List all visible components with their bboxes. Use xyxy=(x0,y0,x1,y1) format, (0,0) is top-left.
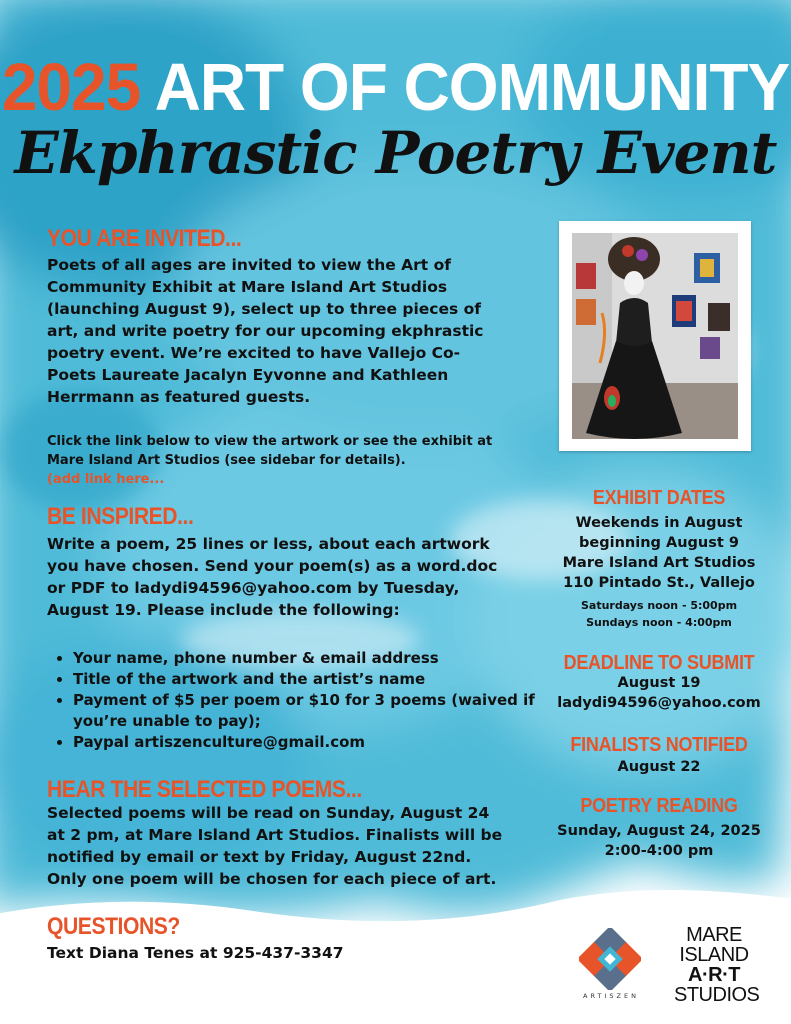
inspired-line: Write a poem, 25 lines or less, about each artwork xyxy=(47,535,490,553)
exhibit-line: beginning August 9 xyxy=(579,535,739,551)
submission-requirements-list xyxy=(47,648,553,753)
logo-line: A·R·T xyxy=(688,964,740,986)
logo-line: ISLAND xyxy=(679,944,749,966)
hear-line: Only one poem will be chosen for each piece of art. xyxy=(47,870,497,888)
list-item: • Your name, phone number & email address xyxy=(73,648,553,669)
list-item: • Paypal artiszenculture@gmail.com xyxy=(73,732,553,753)
title-year: 2025 xyxy=(1,49,141,125)
finalists-heading: FINALISTS NOTIFIED xyxy=(570,734,748,756)
invited-line: Community Exhibit at Mare Island Art Studios xyxy=(47,278,448,296)
finalists-date: August 22 xyxy=(617,759,701,775)
exhibit-line: Weekends in August xyxy=(575,515,743,531)
list-item: • Title of the artwork and the artist’s name xyxy=(73,669,553,690)
hear-line: at 2 pm, at Mare Island Art Studios. Finalists will be xyxy=(47,826,503,844)
exhibit-dates-heading: EXHIBIT DATES xyxy=(592,487,726,509)
hours-line: Saturdays noon - 5:00pm xyxy=(580,599,738,612)
hear-line: notified by email or text by Friday, August 22nd. xyxy=(47,848,472,866)
artwork-link[interactable]: (add link here... xyxy=(47,472,165,487)
exhibit-line: Mare Island Art Studios xyxy=(562,555,756,571)
invited-line: art, and write poetry for our upcoming ekphrastic xyxy=(47,322,484,340)
hear-line: Selected poems will be read on Sunday, August 24 xyxy=(47,804,490,822)
event-subtitle: Ekphrastic Poetry Event xyxy=(14,119,777,187)
reading-line: 2:00-4:00 pm xyxy=(604,843,714,859)
hours-line: Sundays noon - 4:00pm xyxy=(586,616,732,629)
click-line: Mare Island Art Studios (see sidebar for details). xyxy=(47,453,406,468)
mare-island-art-studios-logo xyxy=(674,924,760,1006)
invited-line: Poets of all ages are invited to view the Art of xyxy=(47,256,451,274)
click-instructions xyxy=(47,432,537,489)
inspired-heading: BE INSPIRED... xyxy=(47,503,194,530)
questions-text: Text Diana Tenes at 925-437-3347 xyxy=(47,944,344,962)
event-title xyxy=(0,50,791,124)
invited-line: Poets Laureate Jacalyn Eyvonne and Kathleen xyxy=(47,366,449,384)
deadline-email: ladydi94596@yahoo.com xyxy=(557,695,761,711)
artiszen-logo-text: ARTISZEN xyxy=(583,992,639,1000)
invited-line: (launching August 9), select up to three pieces of xyxy=(47,300,482,318)
questions-heading: QUESTIONS? xyxy=(47,913,180,940)
invited-line: Herrmann as featured guests. xyxy=(47,388,311,406)
hear-paragraph xyxy=(47,802,537,890)
invited-line: poetry event. We’re excited to have Vallejo Co- xyxy=(47,344,461,362)
logo-line: STUDIOS xyxy=(674,984,760,1006)
deadline-details xyxy=(548,673,770,713)
deadline-line: August 19 xyxy=(617,675,701,691)
invited-heading: YOU ARE INVITED... xyxy=(47,225,242,252)
inspired-paragraph xyxy=(47,533,537,621)
exhibit-dates-details xyxy=(548,513,770,593)
inspired-line: or PDF to ladydi94596@yahoo.com by Tuesday, xyxy=(47,579,460,597)
reading-line: Sunday, August 24, 2025 xyxy=(557,823,761,839)
artiszen-logo-icon xyxy=(579,928,641,990)
invited-paragraph xyxy=(47,254,537,408)
artwork-photo xyxy=(572,233,738,439)
list-item: • Payment of $5 per poem or $10 for 3 poems (waived if you’re unable to pay); xyxy=(73,690,553,732)
reading-heading: POETRY READING xyxy=(580,795,738,817)
artwork-photo-frame xyxy=(559,221,751,451)
click-line: Click the link below to view the artwork or see the exhibit at xyxy=(47,434,493,449)
hear-heading: HEAR THE SELECTED POEMS... xyxy=(47,776,362,803)
logo-line: MARE xyxy=(686,924,742,946)
exhibit-hours xyxy=(548,597,770,631)
inspired-line: you have chosen. Send your poem(s) as a word.doc xyxy=(47,557,498,575)
inspired-line: August 19. Please include the following: xyxy=(47,601,400,619)
deadline-heading: DEADLINE TO SUBMIT xyxy=(563,652,755,674)
title-main: ART OF COMMUNITY xyxy=(154,49,790,125)
exhibit-line: 110 Pintado St., Vallejo xyxy=(563,575,755,591)
reading-details xyxy=(548,821,770,861)
